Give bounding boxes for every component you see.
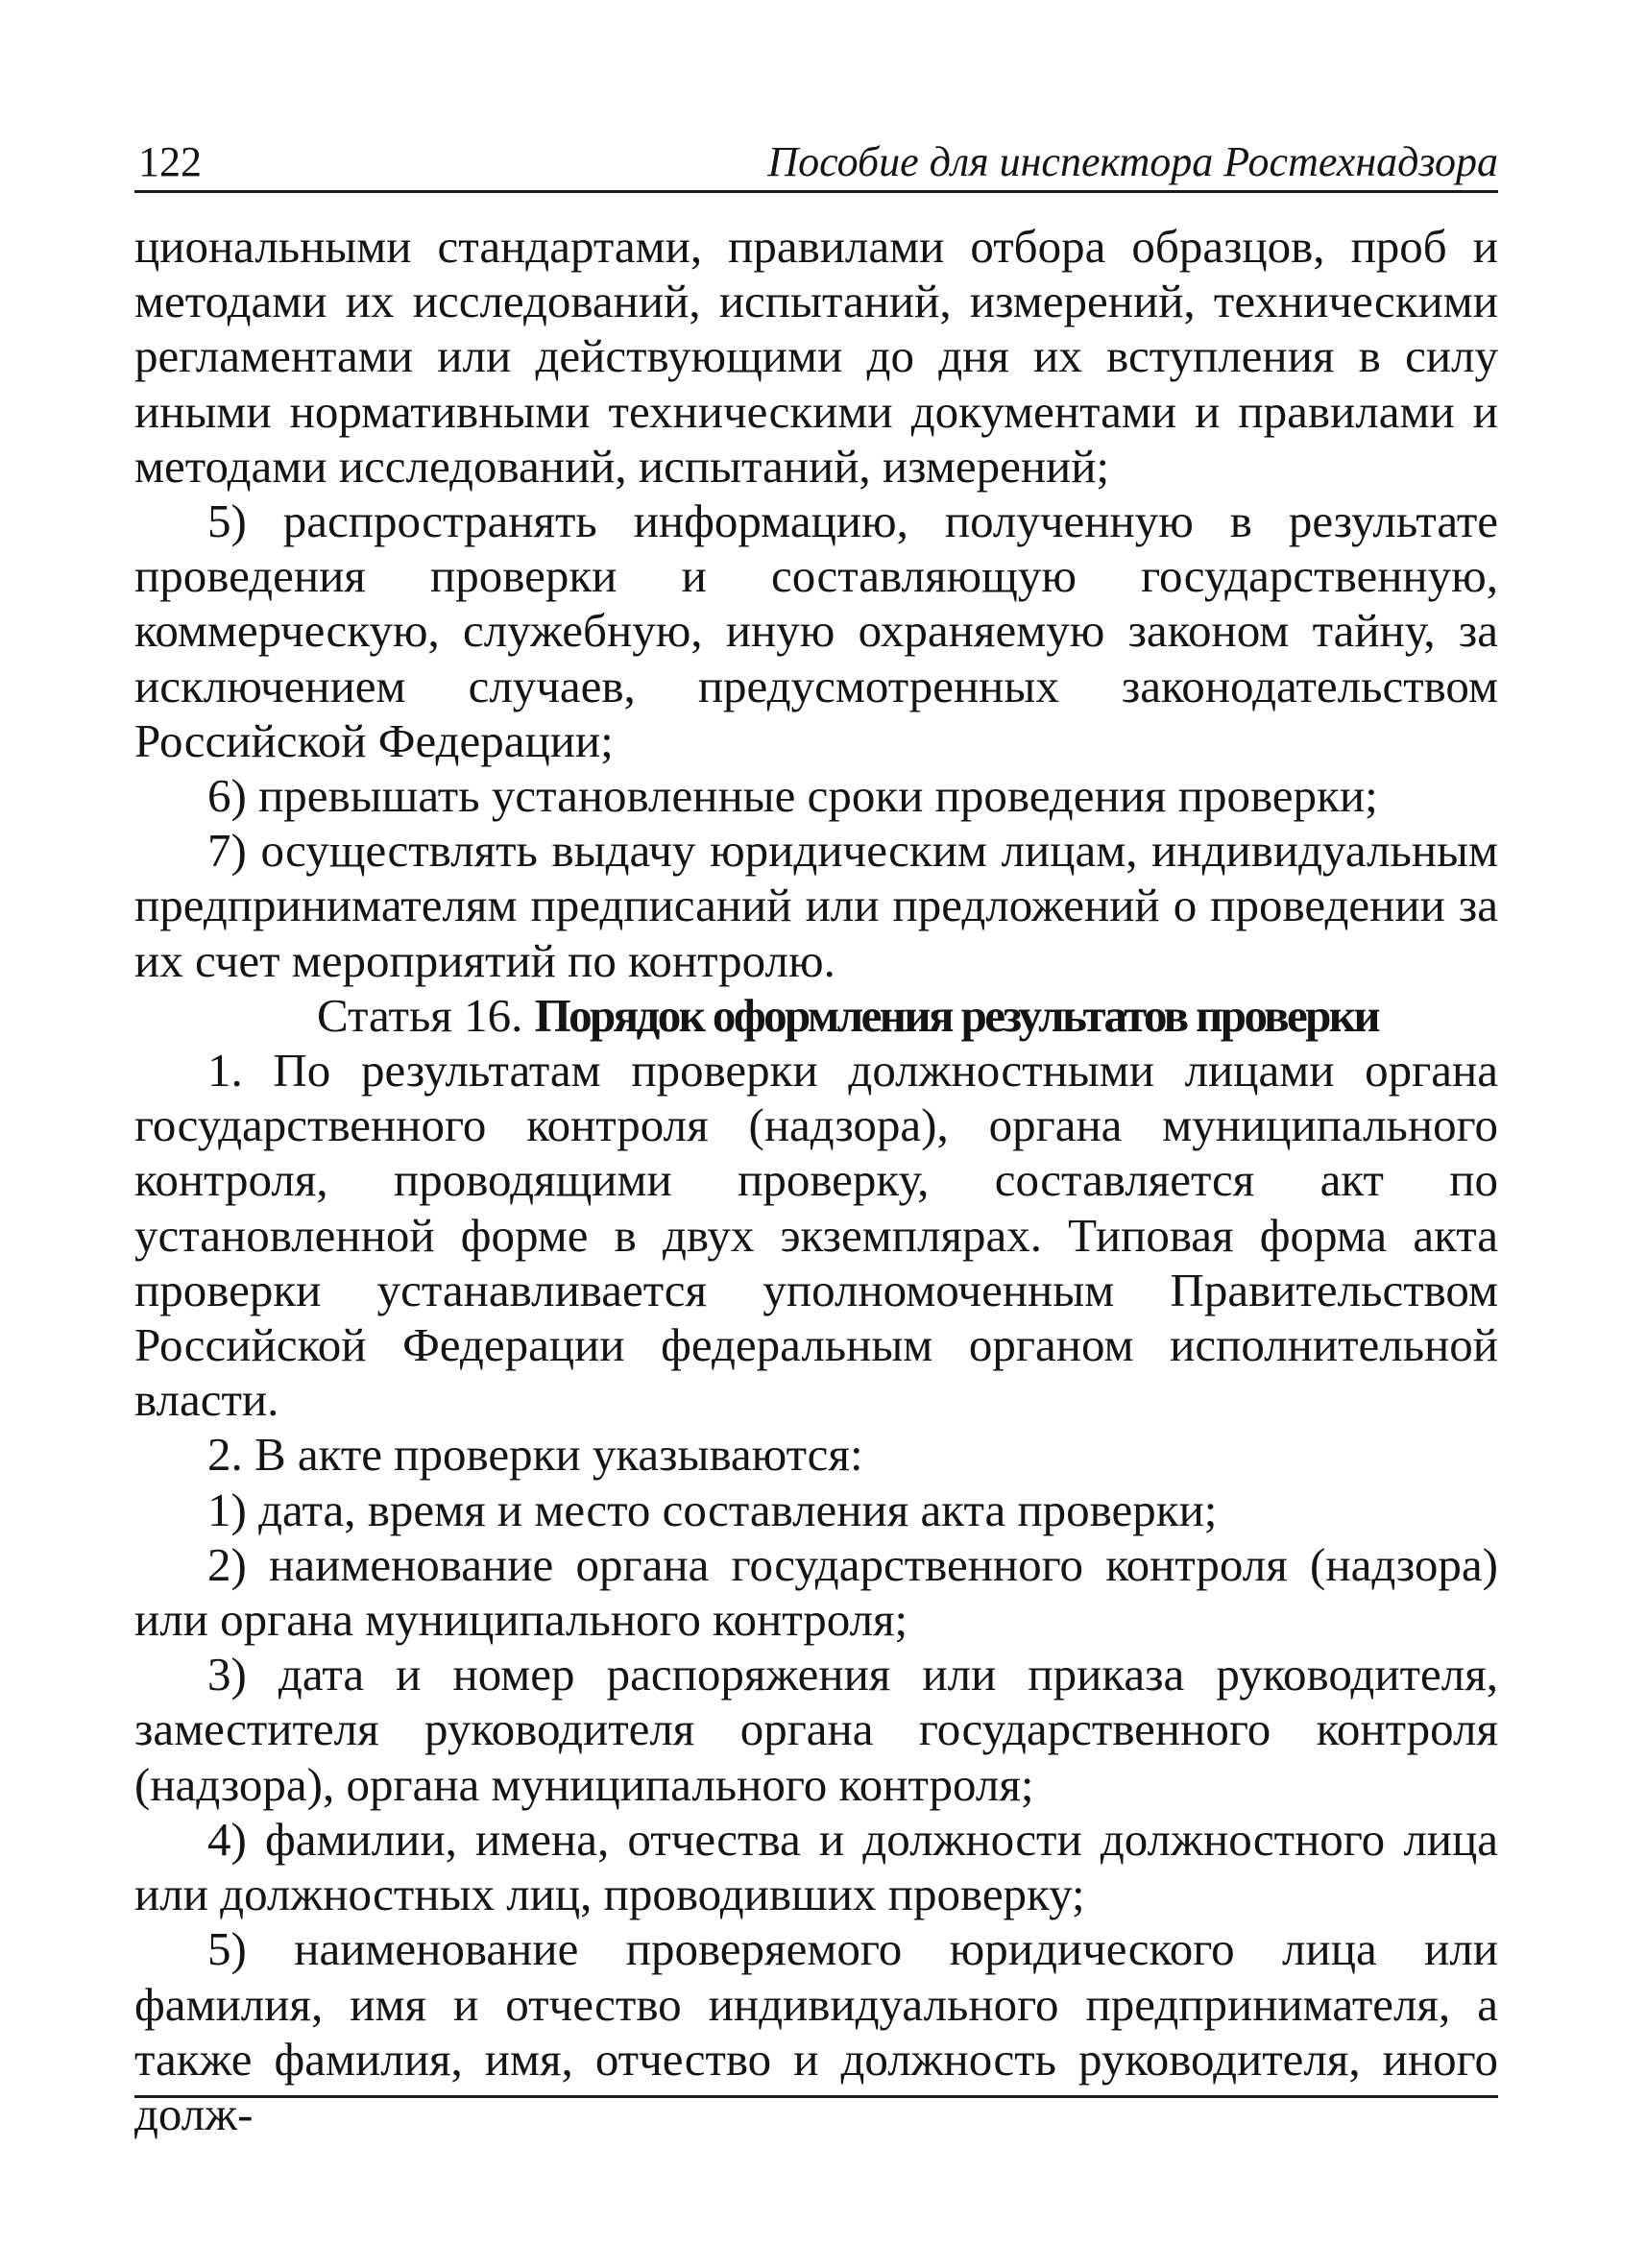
act-item-1: 1) дата, время и место составления акта проверки; (207, 1483, 1218, 1536)
page-number: 122 (138, 138, 202, 185)
list-item-7: 7) осуществлять выдачу юридическим лицам, индивидуальным предпринимателям предписаний или предложений о проведении за их счет мероприятий по контролю. (134, 824, 1498, 987)
page-body (134, 219, 1498, 2141)
act-item-2: 2) наименование органа государственного контроля (надзора) или органа муниципального контроля; (134, 1537, 1498, 1647)
act-item-4: 4) фамилии, имена, отчества и должности должностного лица или должностных лиц, проводивших проверку; (134, 1812, 1498, 1921)
article-title: Порядок оформления результатов проверки (534, 988, 1379, 1042)
act-item-5: 5) наименование проверяемого юридического лица или фамилия, имя и отчество индивидуального предпринимателя, а также фамилия, имя, отчество и должность руководителя, иного долж- (134, 1922, 1498, 2140)
page-header (134, 134, 1498, 193)
list-item-6: 6) превышать установленные сроки проведения проверки; (207, 769, 1378, 823)
article-paragraph-2: 2. В акте проверки указываются: (207, 1428, 863, 1482)
article-heading (134, 988, 1498, 1043)
footer-rule (134, 2095, 1498, 2098)
paragraph-continuation: циональными стандартами, правилами отбора образцов, проб и методами их исследований, испытаний, измерений, техническими регламентами или действующими до дня их вступления в силу иными нормативными техническими документами и правилами и методами исследований, испытаний, измерений; (134, 220, 1498, 493)
act-item-3: 3) дата и номер распоряжения или приказа руководителя, заместителя руководителя органа государственного контроля (надзора), органа муниципального контроля; (134, 1648, 1498, 1811)
running-title: Пособие для инспектора Ростехнадзора (767, 138, 1498, 185)
article-paragraph-1: 1. По результатам проверки должностными лицами органа государственного контроля (надзора), органа муниципального контроля, проводящими проверку, составляется акт по установленной форме в двух экземплярах. Типовая форма акта проверки устанавливается уполномоченным Правительством Российской Федерации федеральным органом исполнительной власти. (134, 1044, 1498, 1427)
list-item-5: 5) распространять информацию, полученную в результате проведения проверки и составляющую государственную, коммерческую, служебную, иную охраняемую законом тайну, за исключением случаев, предусмотренных законодательством Российской Федерации; (134, 495, 1498, 767)
article-label: Статья 16. (317, 988, 523, 1042)
